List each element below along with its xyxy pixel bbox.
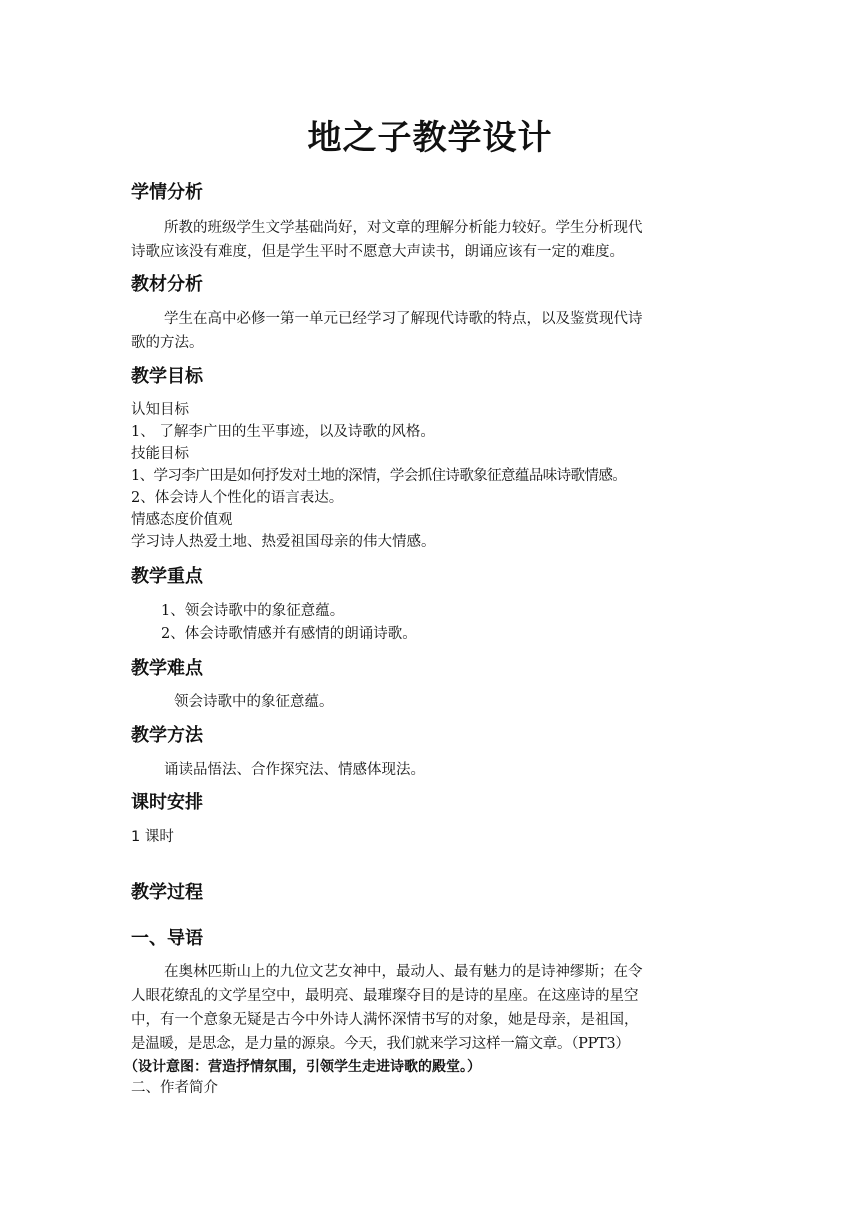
paragraph-line: 诵读品悟法、合作探究法、情感体现法。: [164, 762, 425, 778]
paragraph-line: 歌的方法。: [131, 335, 204, 351]
paragraph-line: 学生在高中必修一第一单元已经学习了解现代诗歌的特点，以及鉴赏现代诗: [164, 311, 643, 327]
paragraph-line: 是温暖，是思念，是力量的源泉。今天，我们就来学习这样一篇文章。（PPT3）: [131, 1036, 630, 1052]
list-item: 1、领会诗歌中的象征意蕴。: [161, 603, 345, 619]
heading-xueqing: 学情分析: [131, 182, 203, 203]
paragraph-line: 诗歌应该没有难度，但是学生平时不愿意大声读书，朗诵应该有一定的难度。: [131, 244, 624, 260]
list-line: 技能目标: [131, 446, 189, 462]
document-title: 地之子教学设计: [307, 118, 553, 158]
list-line: 学习诗人热爱土地、热爱祖国母亲的伟大情感。: [131, 534, 436, 550]
heading-daoyu: 一、导语: [131, 928, 203, 949]
list-item: 2、体会诗歌情感并有感情的朗诵诗歌。: [161, 626, 417, 642]
heading-zhongdian: 教学重点: [131, 566, 203, 587]
heading-mubiao: 教学目标: [131, 366, 203, 387]
paragraph-line: 中，有一个意象无疑是古今中外诗人满怀深情书写的对象，她是母亲，是祖国，: [131, 1012, 639, 1028]
heading-fangfa: 教学方法: [131, 725, 203, 746]
heading-anpai: 课时安排: [131, 792, 203, 813]
paragraph-line: 1 课时: [131, 829, 174, 845]
list-line: 2、体会诗人个性化的语言表达。: [131, 490, 344, 506]
list-line: 1、学习李广田是如何抒发对土地的深情，学会抓住诗歌象征意蕴品味诗歌情感。: [131, 468, 627, 484]
list-line: 认知目标: [131, 402, 189, 418]
paragraph-line: 在奥林匹斯山上的九位文艺女神中，最动人、最有魅力的是诗神缪斯；在令: [164, 964, 643, 980]
design-intent-note: （设计意图：营造抒情氛围，引领学生走进诗歌的殿堂。）: [124, 1059, 481, 1075]
paragraph-line: 领会诗歌中的象征意蕴。: [174, 694, 334, 710]
paragraph-line: 人眼花缭乱的文学星空中，最明亮、最璀璨夺目的是诗的星座。在这座诗的星空: [131, 988, 639, 1004]
section-line-zuozhe: 二、作者简介: [131, 1080, 218, 1096]
list-line: 情感态度价值观: [131, 512, 233, 528]
heading-nandian: 教学难点: [131, 658, 203, 679]
heading-jiaocai: 教材分析: [131, 274, 203, 295]
list-line: 1、 了解李广田的生平事迹，以及诗歌的风格。: [131, 424, 435, 440]
paragraph-line: 所教的班级学生文学基础尚好，对文章的理解分析能力较好。学生分析现代: [164, 220, 643, 236]
heading-guocheng: 教学过程: [131, 882, 203, 903]
